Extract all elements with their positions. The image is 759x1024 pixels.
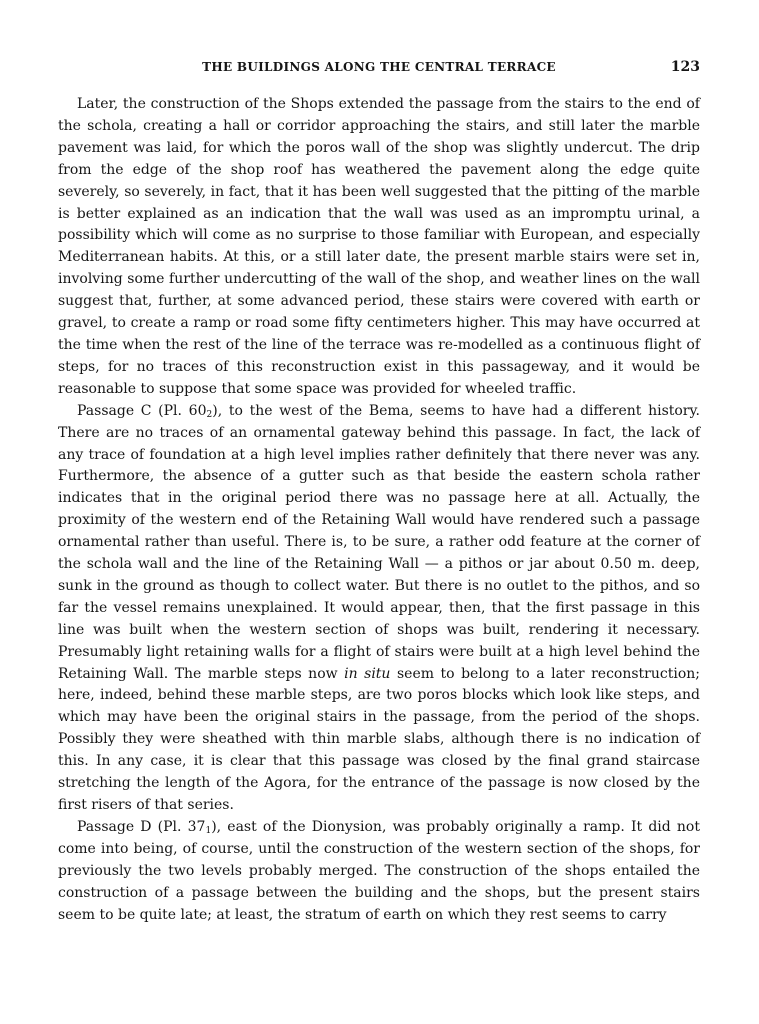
paragraph-3 (58, 817, 700, 927)
running-head-title: THE BUILDINGS ALONG THE CENTRAL TERRACE (202, 60, 556, 74)
plate-ref-subscript: 1 (205, 825, 212, 836)
plate-ref-subscript: 2 (206, 409, 213, 420)
paragraph-2 (58, 401, 700, 817)
page-number: 123 (670, 59, 700, 75)
paragraph-text: ), east of the Dionysion, was probably originally a ramp. It did not come into being, of course, until the construction of the western section of the shops, for previously the two levels probably merged. The construction of the shops entailed the construction of a passage between the building and the shops, but the present stairs seem to be quite late; at least, the stratum of earth on which they rest seems to carry (58, 818, 700, 923)
paragraph-text: ), to the west of the Bema, seems to have had a different history. There are no traces of an ornamental gateway behind this passage. In fact, the lack of any trace of foundation at a high level implies rather definitely that there never was any. Furthermore, the absence of a gutter such as that beside the eastern schola rather indicates that in the original period there was no passage here at all. Actually, the proximity of the western end of the Retaining Wall would have rendered such a passage ornamental rather than useful. There is, to be sure, a rather odd feature at the corner of the schola wall and the line of the Retaining Wall — a pithos or jar about 0.50 m. deep, sunk in the ground as though to collect water. But there is no outlet to the pithos, and so far the vessel remains unexplained. It would appear, then, that the first passage in this line was built when the western section of shops was built, rendering it necessary. Presumably light retaining walls for a flight of stairs were built at a high level behind the Retaining Wall. The marble steps now (58, 402, 700, 682)
paragraph-text: seem to belong to a later reconstruction; here, indeed, behind these marble steps, are two poros blocks which look like steps, and which may have been the original stairs in the passage, from the period of the shops. Possibly they were sheathed with thin marble slabs, although there is no indication of this. In any case, it is clear that this passage was closed by the final grand staircase stretching the length of the Agora, for the entrance of the passage is now closed by the first risers of that series. (58, 665, 701, 813)
paragraph-text: Later, the construction of the Shops extended the passage from the stairs to the end of the schola, creating a hall or corridor approaching the stairs, and still later the marble pavement was laid, for which the poros wall of the shop was slightly undercut. The drip from the edge of the shop roof has weathered the pavement along the edge quite severely, so severely, in fact, that it has been well suggested that the pitting of the marble is better explained as an indication that the wall was used as an impromptu urinal, a possibility which will come as no surprise to those familiar with European, and especially Mediterranean habits. At this, or a still later date, the present marble stairs were set in, involving some further undercutting of the wall of the shop, and weather lines on the wall suggest that, further, at some advanced period, these stairs were covered with earth or gravel, to create a ramp or road some fifty centimeters higher. This may have occurred at the time when the rest of the line of the terrace was re-modelled as a continuous flight of steps, for no traces of this reconstruction exist in this passageway, and it would be reasonable to suppose that some space was provided for wheeled traffic. (58, 96, 700, 397)
italic-term: in situ (344, 665, 391, 682)
paragraph-1 (58, 94, 700, 401)
running-head (58, 60, 700, 80)
passage-d-lead: Passage D (Pl. 37 (77, 818, 206, 835)
passage-c-lead: Passage C (Pl. 60 (77, 402, 207, 419)
body-text (58, 94, 700, 926)
